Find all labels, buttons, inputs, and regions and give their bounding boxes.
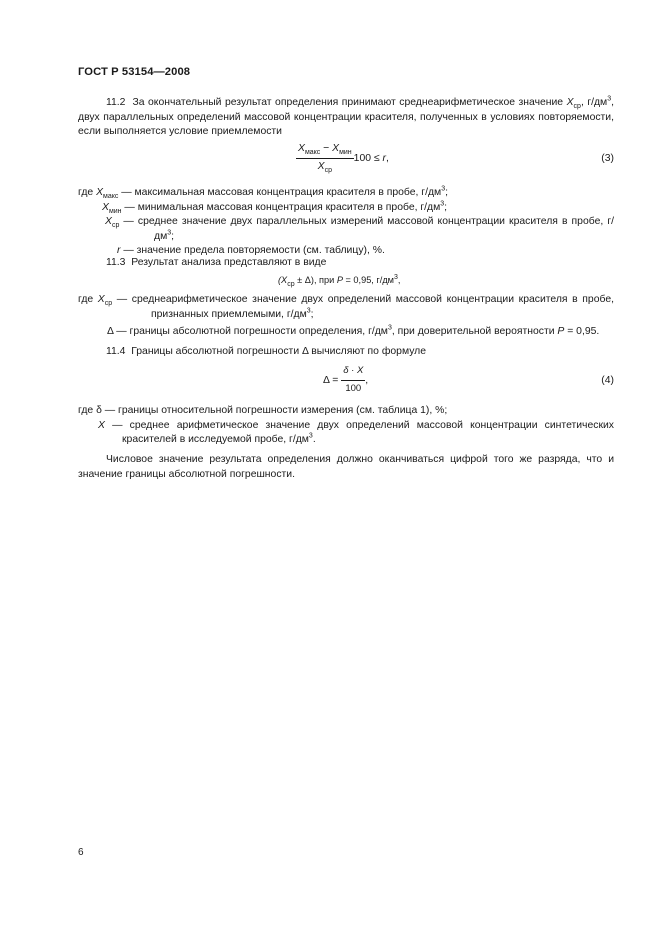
subscript: ср [573,103,581,111]
subscript: макс [304,149,321,157]
subscript: мин [108,207,122,215]
punctuation: , [385,152,389,164]
formula-tail: 100 ≤ [353,152,383,164]
text: ± Δ), при [294,275,337,285]
text: где [78,405,97,416]
subscript: ср [111,222,120,230]
text: — границы абсолютной погрешности определения, г/дм [113,326,388,337]
definition-row [78,404,614,419]
formula-3 [78,142,614,182]
fraction [341,364,365,396]
text: — минимальная массовая концентрация красителя в пробе, г/дм [121,201,441,213]
symbol: δ [96,405,102,416]
definition-row [78,201,614,216]
punctuation: ; [444,201,448,213]
paragraph-11-3 [78,256,614,271]
punctuation: ; [171,230,175,242]
definition-row [78,293,614,322]
symbol: r [382,152,386,164]
page-header [78,65,190,80]
symbol: X [96,187,103,198]
text: где [78,187,97,198]
symbol: X [97,294,105,305]
text: , при доверительной вероятности [391,326,558,337]
definition-row [78,215,614,244]
paragraph-11-2 [78,96,614,140]
formula-result-expression [278,273,400,288]
symbol: (X [278,275,288,285]
subscript: мин [339,149,352,157]
document-code: ГОСТ Р 53154—2008 [78,66,191,78]
denominator [296,159,354,175]
subscript: ср [287,280,295,288]
symbol: X [98,419,105,431]
operator: − [320,143,333,154]
punctuation: , [365,374,369,386]
superscript: 3 [387,324,392,332]
page-number: 6 [78,847,84,858]
formula-lhs: Δ = [323,374,342,386]
subscript: ср [104,300,113,308]
formula-4 [78,364,614,404]
punctuation: ; [445,187,448,198]
section-number: 11.4 [106,346,126,357]
definition-row [78,186,614,201]
symbol: X [332,143,340,154]
formula-result [78,273,614,289]
superscript: 3 [440,200,445,208]
text: Результат анализа представляют в виде [131,257,327,268]
subscript: макс [103,193,119,201]
text: , двух параллельных определений массовой концентрации красителя, полученных в условиях повторяемости, если выполняется условие приемлемости [78,97,614,137]
text: — среднее значение двух параллельных измерений массовой концентрации красителя в пробе, г/дм [119,216,614,242]
superscript: 3 [441,185,446,193]
symbol: P [336,275,343,285]
superscript: 3 [394,273,398,281]
definitions-formula-3 [78,186,614,259]
symbol: X [317,160,325,172]
section-number: 11.3 [106,257,126,268]
superscript: 3 [306,307,311,315]
definitions-result [78,293,614,340]
numerator: δ · X [341,364,365,381]
text: где [78,294,98,305]
text: = 0,95. [564,326,600,337]
text: — максимальная массовая концентрация красителя в пробе, г/дм [118,187,442,198]
punctuation: ; [310,308,314,320]
punctuation: . [312,434,316,445]
text: = 0,95, г/дм [342,275,394,285]
text: — среднее арифметическое значение двух определений массовой концентрации синтетических красителей в исследуемой пробе, г/дм [104,419,614,445]
symbol: X [298,143,305,154]
paragraph-final: Числовое значение результата определения должно оканчиваться цифрой того же разряда, что и значение границы абсолютной погрешности. [78,454,614,480]
text: — значение предела повторяемости (см. таблицу), %. [120,245,385,256]
equation-number: (3) [601,153,614,164]
numerator [296,142,354,159]
text: , г/дм [580,97,608,108]
superscript: 3 [607,95,612,103]
text: За окончательный результат определения принимают среднеарифметическое значение [132,97,567,108]
definition-row [78,419,614,448]
text: Границы абсолютной погрешности Δ вычисляют по формуле [131,346,427,357]
paragraph-11-4 [78,345,614,360]
equation-number: (4) [601,375,614,386]
superscript: 3 [308,432,313,440]
punctuation: , [397,275,401,285]
text: — среднеарифметическое значение двух определений массовой концентрации красителя в пробе, признанных приемлемыми, г/дм [112,294,614,320]
superscript: 3 [167,229,172,237]
section-number: 11.2 [106,97,126,108]
definitions-formula-4 [78,404,614,448]
symbol: Δ [107,326,114,337]
symbol: P [557,326,565,337]
symbol: r [117,245,121,256]
symbol: X [566,97,574,108]
denominator: 100 [345,382,362,394]
fraction [296,142,354,174]
symbol: X [105,216,112,227]
text: — границы относительной погрешности измерения (см. таблица 1), %; [101,405,448,416]
subscript: ср [324,166,332,174]
symbol: X [102,201,109,213]
formula-3-expression [296,142,389,174]
formula-4-expression [323,364,368,396]
definition-row [78,325,614,340]
